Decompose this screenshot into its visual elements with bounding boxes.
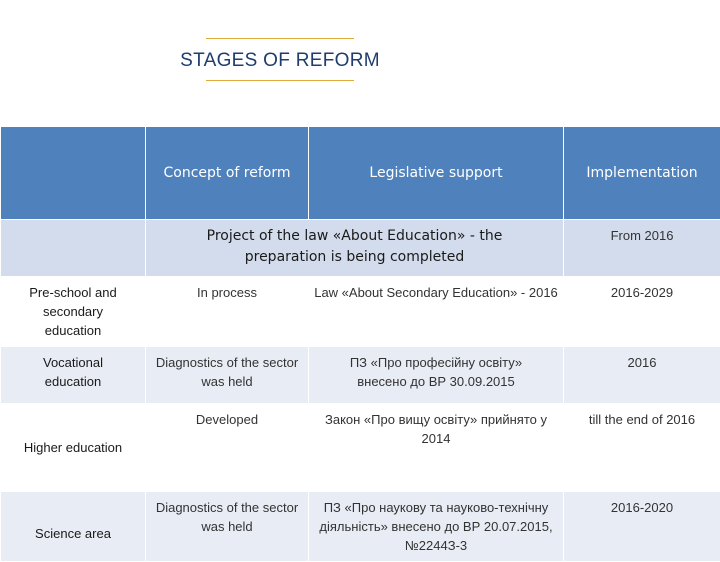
project-area-cell — [1, 220, 146, 277]
project-law-text: Project of the law «About Education» - the preparation is being completed — [146, 220, 564, 277]
row-concept: In process — [146, 277, 309, 347]
row-concept: Diagnostics of the sector was held — [146, 347, 309, 404]
table-row — [1, 347, 720, 404]
row-area-label: Science area — [1, 492, 146, 562]
row-area-label: Higher education — [1, 404, 146, 492]
row-implementation: 2016-2020 — [564, 492, 720, 562]
header-concept: Concept of reform — [146, 127, 309, 220]
row-implementation: 2016-2029 — [564, 277, 720, 347]
table-row — [1, 277, 720, 347]
row-area-label: Vocational education — [1, 347, 146, 404]
table-row — [1, 492, 720, 562]
row-legislative: ПЗ «Про наукову та науково-технічну діяльність» внесено до ВР 20.07.2015, №2244З-3 — [309, 492, 564, 562]
row-legislative: Закон «Про вищу освіту» прийнято у 2014 — [309, 404, 564, 492]
project-row — [1, 220, 720, 277]
header-corner-cell — [1, 127, 146, 220]
row-legislative: Law «About Secondary Education» - 2016 — [309, 277, 564, 347]
project-implementation: From 2016 — [564, 220, 720, 277]
header-legislative: Legislative support — [309, 127, 564, 220]
row-implementation: till the end of 2016 — [564, 404, 720, 492]
row-legislative: ПЗ «Про професійну освіту» внесено до ВР 30.09.2015 — [309, 347, 564, 404]
title-rule-bottom — [206, 80, 354, 81]
row-concept: Diagnostics of the sector was held — [146, 492, 309, 562]
row-implementation: 2016 — [564, 347, 720, 404]
title-block — [178, 38, 382, 81]
row-area-label: Pre-school and secondary education — [1, 277, 146, 347]
table-header-row — [1, 127, 720, 220]
row-concept: Developed — [146, 404, 309, 492]
header-implementation: Implementation — [564, 127, 720, 220]
page-title: STAGES OF REFORM — [178, 39, 382, 80]
reform-stages-table — [0, 126, 720, 562]
table-row — [1, 404, 720, 492]
